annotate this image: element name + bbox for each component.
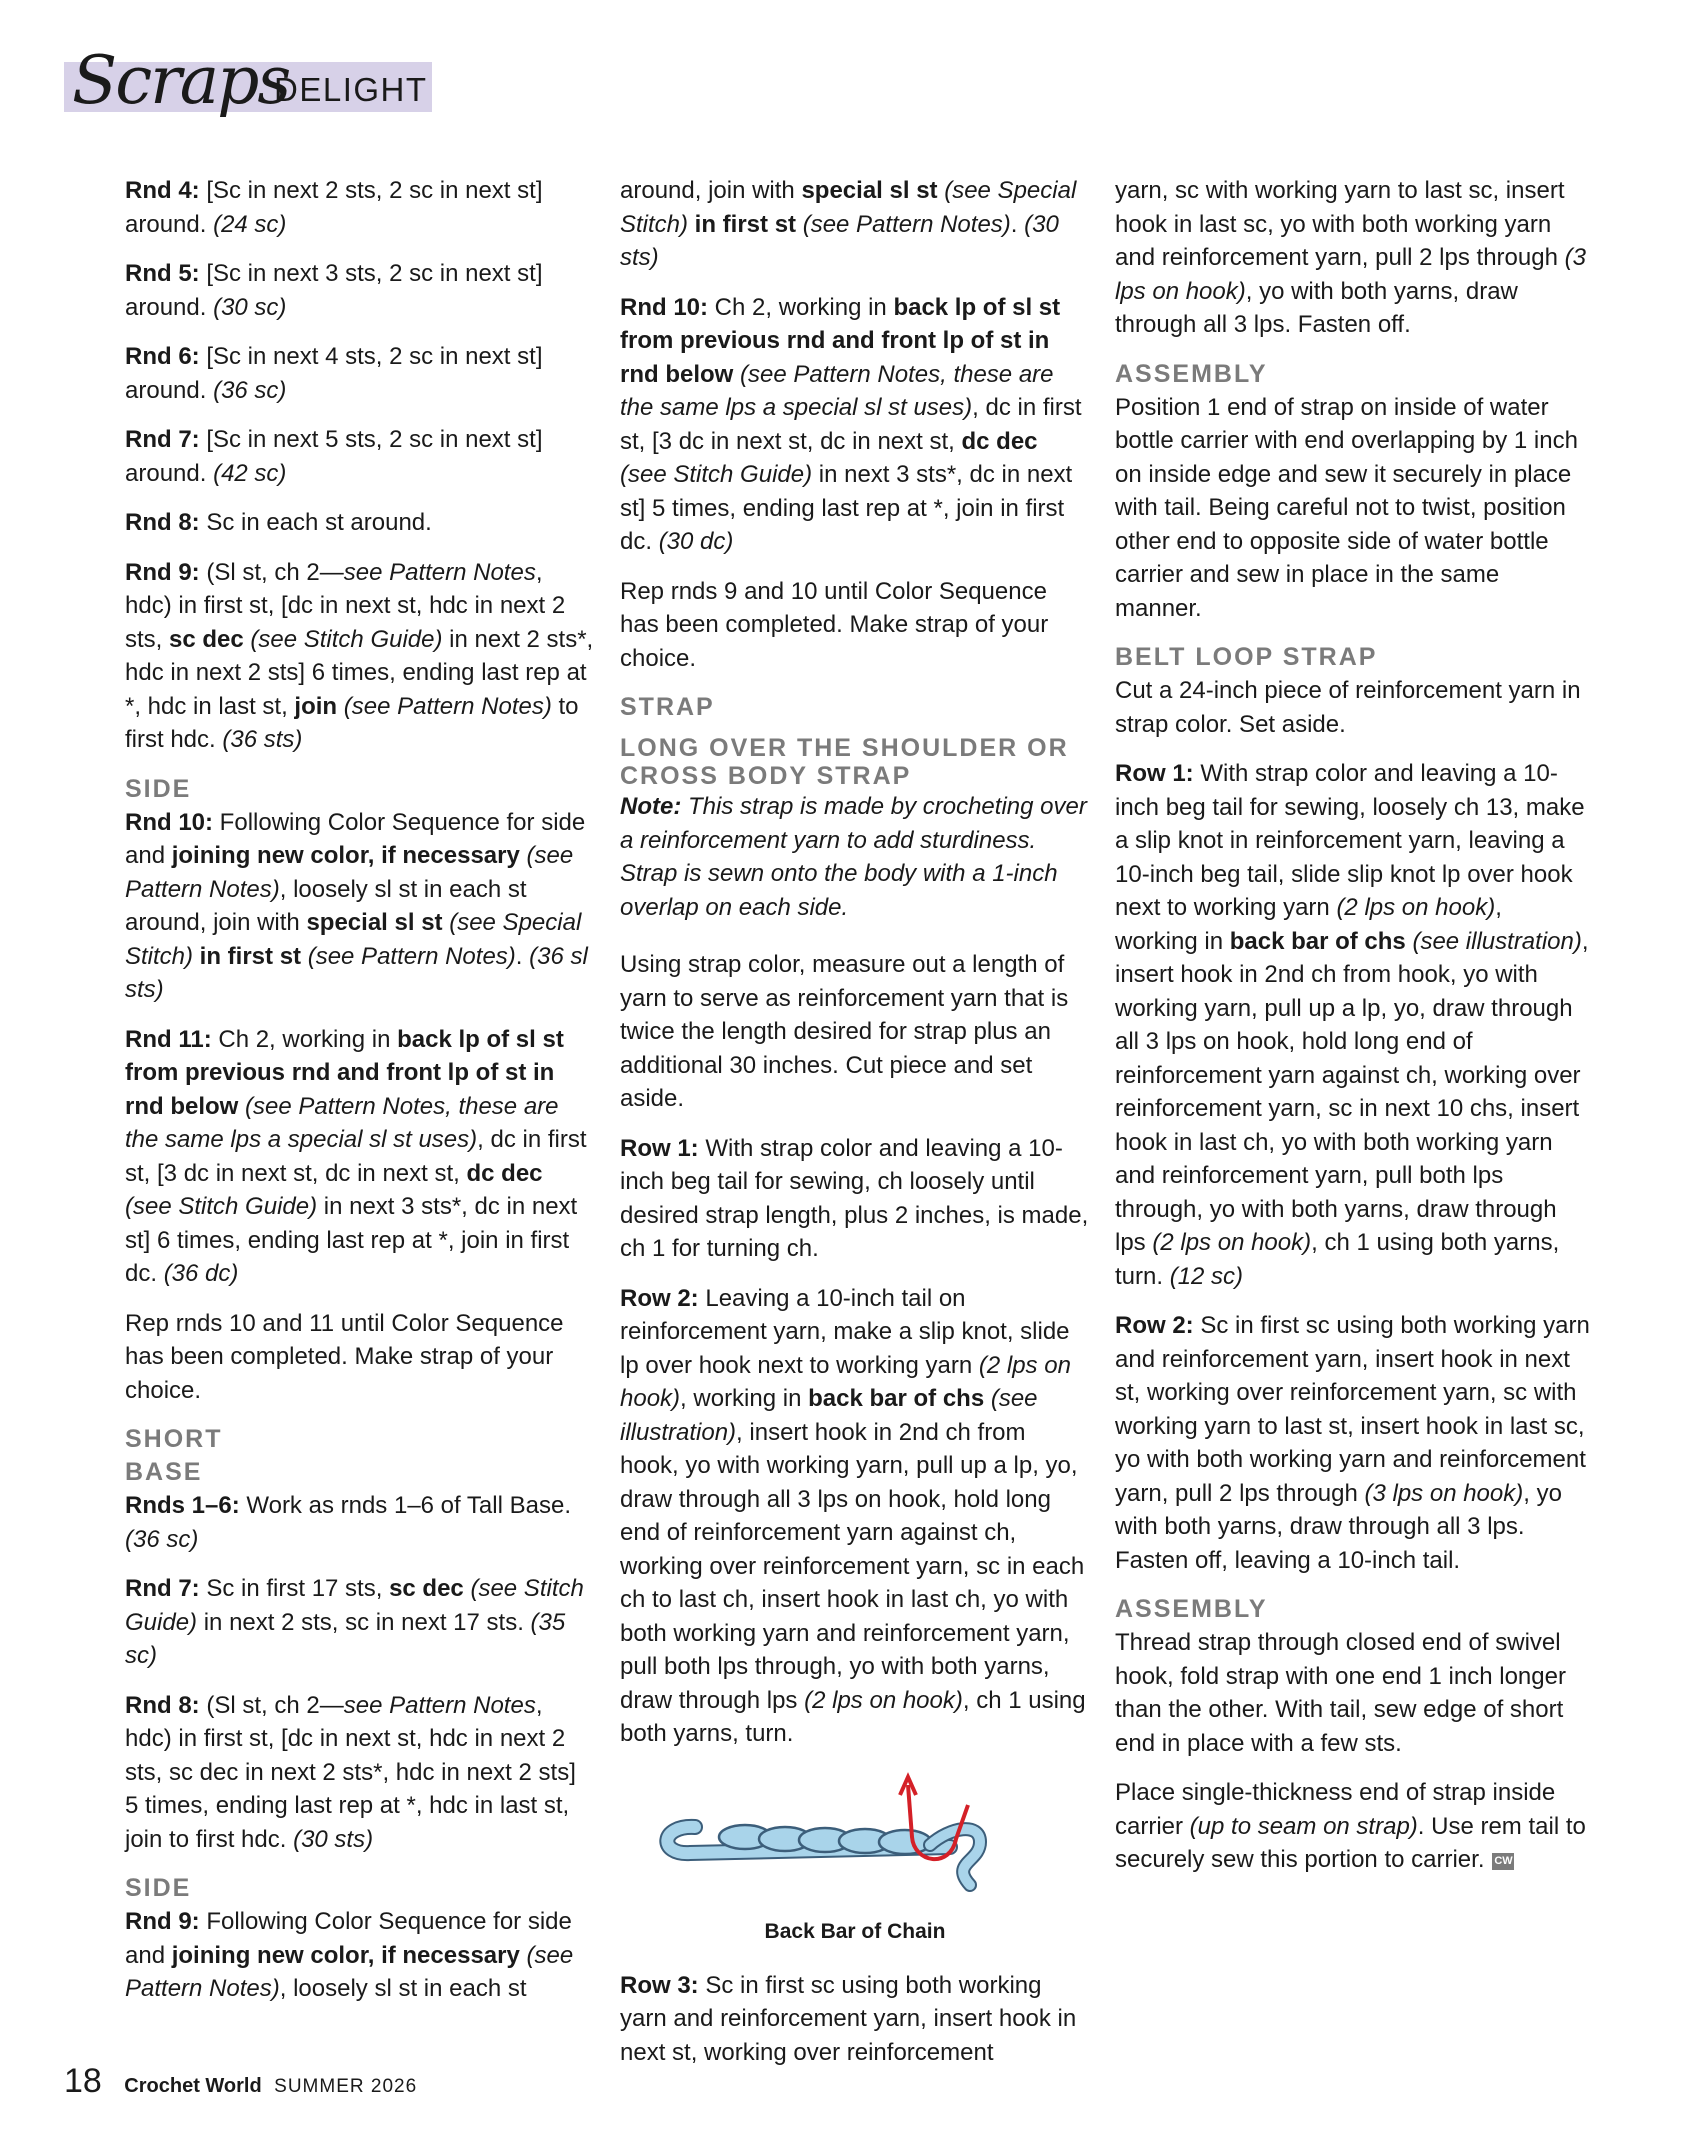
section-heading-strap: STRAP xyxy=(620,693,715,721)
magazine-section-banner xyxy=(64,42,432,119)
rnds1-6-paragraph: Rnds 1–6: Work as rnds 1–6 of Tall Base. (36 sc) xyxy=(125,1492,571,1553)
section-heading-assembly-2: ASSEMBLY xyxy=(1115,1595,1268,1623)
end-mark-icon: CW xyxy=(1492,1853,1514,1870)
section-heading-long-strap: LONG OVER THE SHOULDER OR CROSS BODY STRAP xyxy=(620,734,1069,790)
illustration-caption: Back Bar of Chain xyxy=(764,1919,946,1943)
row1-paragraph: Row 1: With strap color and leaving a 10-inch beg tail for sewing, ch loosely until desired strap length, plus 2 inches, is made, ch 1 for turning ch. xyxy=(620,1134,1089,1262)
row3-paragraph: Row 3: Sc in first sc using both working yarn and reinforcement yarn, insert hook in next st, working over reinforcement xyxy=(620,1971,1077,2066)
section-heading-side-2: SIDE xyxy=(125,1874,192,1902)
section-heading-short: SHORT xyxy=(125,1425,223,1453)
section-heading-assembly: ASSEMBLY xyxy=(1115,359,1268,388)
rnd7-paragraph: Rnd 7: [Sc in next 5 sts, 2 sc in next st] around. (42 sc) xyxy=(125,426,543,487)
column-right xyxy=(1115,174,1590,1893)
rnd4-paragraph: Rnd 4: [Sc in next 2 sts, 2 sc in next st] around. (24 sc) xyxy=(125,177,543,238)
repeat-short-paragraph: Rep rnds 9 and 10 until Color Sequence has been completed. Make strap of your choice. xyxy=(620,577,1049,672)
section-heading-side: SIDE xyxy=(125,774,192,803)
magazine-name: Crochet World xyxy=(124,2075,262,2097)
thread-paragraph: Thread strap through closed end of swivel hook, fold strap with one end 1 inch longer than the other. With tail, sew edge of short end in place with a few sts. xyxy=(1115,1629,1566,1757)
page-number: 18 xyxy=(64,2062,102,2100)
column-middle xyxy=(620,174,1090,2069)
rnd10-paragraph: Rnd 10: Following Color Sequence for side and joining new color, if necessary (see Pattern Notes), loosely sl st in each st around, join with special sl st (see Special Stitch) in first st (see Pattern Notes). (36 sl sts) xyxy=(125,808,588,1003)
section-heading-belt-loop-strap: BELT LOOP STRAP xyxy=(1115,643,1378,671)
back-bar-of-chain-illustration xyxy=(620,1767,1090,1917)
rnd5-paragraph: Rnd 5: [Sc in next 3 sts, 2 sc in next st] around. (30 sc) xyxy=(125,260,543,321)
column-left xyxy=(125,174,595,2006)
belt-row1-paragraph: Row 1: With strap color and leaving a 10-inch beg tail for sewing, loosely ch 13, make a slip knot in reinforcement yarn, leaving a 10-inch beg tail, slide slip knot lp over hook next to working yarn (2 lps on hook), working in back bar of chs (see illustration), insert hook in 2nd ch from hook, yo with working yarn, pull up a lp, yo, draw through all 3 lps on hook, hold long end of reinforcement yarn against ch, working over reinforcement yarn, sc in next 10 chs, insert hook in last ch, yo with both working yarn and reinforcement yarn, pull both lps through, yo with both yarns, draw through lps (2 lps on hook), ch 1 using both yarns, turn. (12 sc) xyxy=(1115,760,1589,1290)
using-paragraph: Using strap color, measure out a length of yarn to serve as reinforcement yarn that is twice the length desired for strap plus an additional 30 inches. Cut piece and set aside. xyxy=(620,951,1069,1112)
row2-paragraph: Row 2: Leaving a 10-inch tail on reinforcement yarn, make a slip knot, slide lp over hook next to working yarn (2 lps on hook), working in back bar of chs (see illustration), insert hook in 2nd ch from hook, yo with working yarn, pull up a lp, yo, draw through all 3 lps on hook, hold long end of reinforcement yarn against ch, working over reinforcement yarn, sc in each ch to last ch, insert hook in last ch, yo with both working yarn and reinforcement yarn, pull both lps through, yo with both yarns, draw through lps (2 lps on hook), ch 1 using both yarns, turn. xyxy=(620,1284,1086,1747)
rnd9-paragraph: Rnd 9: (Sl st, ch 2—see Pattern Notes, hdc) in first st, [dc in next st, hdc in next 2 sts, sc dec (see Stitch Guide) in next 2 sts*, hdc in next 2 sts] 6 times, ending last rep at *, hdc in last st, join (see Pattern Notes) to first hdc. (36 sts) xyxy=(125,558,594,753)
continued-paragraph: around, join with special sl st (see Special Stitch) in first st (see Pattern Notes). (30 sts) xyxy=(620,177,1077,271)
continued-row3-paragraph: yarn, sc with working yarn to last sc, insert hook in last sc, yo with both working yarn and reinforcement yarn, pull 2 lps through (3 lps on hook), yo with both yarns, draw through all 3 lps. Fasten off. xyxy=(1115,177,1586,338)
belt-paragraph: Cut a 24-inch piece of reinforcement yarn in strap color. Set aside. xyxy=(1115,677,1581,738)
rnd7-short-paragraph: Rnd 7: Sc in first 17 sts, sc dec (see Stitch Guide) in next 2 sts, sc in next 17 sts. (35 sc) xyxy=(125,1575,584,1669)
section-heading-base: BASE xyxy=(125,1458,203,1486)
place-paragraph: Place single-thickness end of strap inside carrier (up to seam on strap). Use rem tail to securely sew this portion to carrier. CW xyxy=(1115,1779,1586,1873)
rnd9-short-paragraph: Rnd 9: Following Color Sequence for side and joining new color, if necessary (see Pattern Notes), loosely sl st in each st xyxy=(125,1908,574,2002)
issue-date: SUMMER 2026 xyxy=(274,2076,418,2097)
rnd6-paragraph: Rnd 6: [Sc in next 4 sts, 2 sc in next st] around. (36 sc) xyxy=(125,343,543,404)
rnd11-paragraph: Rnd 11: Ch 2, working in back lp of sl st from previous rnd and front lp of st in rnd below (see Pattern Notes, these are the same lps a special sl st uses), dc in first st, [3 dc in next st, dc in next st, dc dec (see Stitch Guide) in next 3 sts*, dc in next st] 6 times, ending last rep at *, join in first dc. (36 dc) xyxy=(125,1025,587,1287)
logo-word: DELIGHT xyxy=(274,71,428,108)
belt-row2-paragraph: Row 2: Sc in first sc using both working yarn and reinforcement yarn, insert hook in next st, working over reinforcement yarn, sc with working yarn to last st, insert hook in last sc, yo with both working yarn and reinforcement yarn, pull 2 lps through (3 lps on hook), yo with both yarns, draw through all 3 lps. Fasten off, leaving a 10-inch tail. xyxy=(1115,1312,1590,1574)
rnd10-short-paragraph: Rnd 10: Ch 2, working in back lp of sl st from previous rnd and front lp of st in rnd below (see Pattern Notes, these are the same lps a special sl st uses), dc in first st, [3 dc in next st, dc in next st, dc dec (see Stitch Guide) in next 3 sts*, dc in next st] 5 times, ending last rep at *, join in first dc. (30 dc) xyxy=(620,293,1082,555)
repeat-paragraph: Rep rnds 10 and 11 until Color Sequence has been completed. Make strap of your choice. xyxy=(125,1309,564,1404)
chain-illustration-svg xyxy=(650,1767,1070,1907)
rnd8-paragraph: Rnd 8: Sc in each st around. xyxy=(125,509,432,536)
page-footer xyxy=(64,2062,417,2101)
note-paragraph: Note: This strap is made by crocheting over a reinforcement yarn to add sturdiness. Strap is sewn onto the body with a 1-inch overlap on each side. xyxy=(620,793,1087,921)
assembly-paragraph: Position 1 end of strap on inside of water bottle carrier with end overlapping by 1 inch on inside edge and sew it securely in place with tail. Being careful not to twist, position other end to opposite side of water bottle carrier and sew in place in the same manner. xyxy=(1115,393,1578,622)
rnd8-short-paragraph: Rnd 8: (Sl st, ch 2—see Pattern Notes, hdc) in first st, [dc in next st, hdc in next 2 sts, sc dec in next 2 sts*, hdc in next 2 sts] 5 times, ending last rep at *, hdc in last st, join to first hdc. (30 sts) xyxy=(125,1691,576,1853)
logo-script: Scraps xyxy=(72,42,290,119)
